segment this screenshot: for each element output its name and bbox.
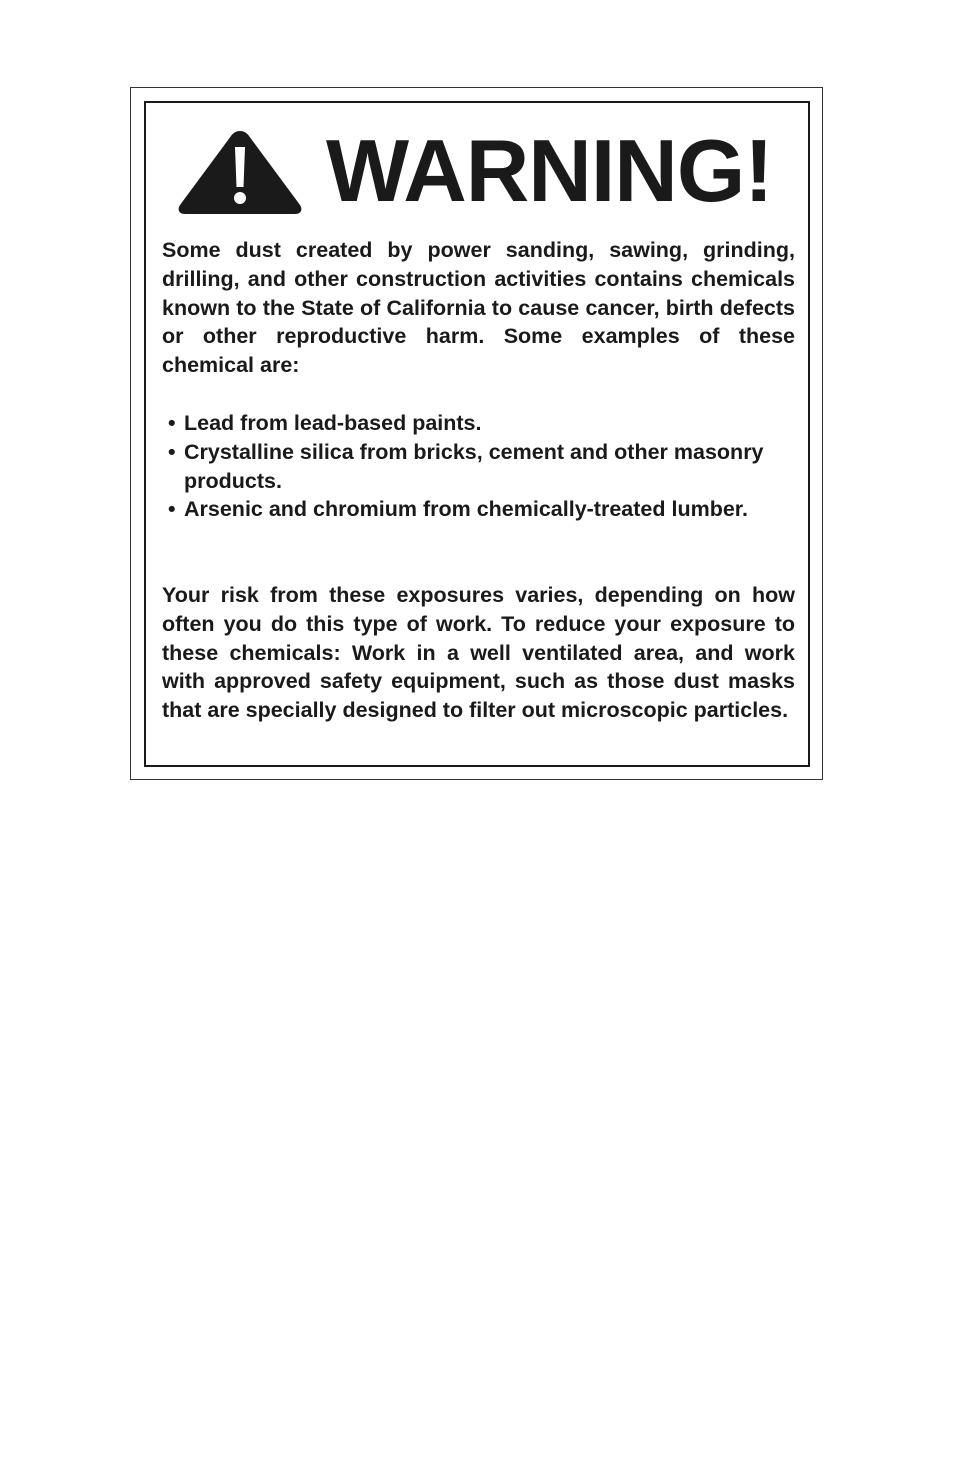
list-item (168, 495, 768, 524)
closing-paragraph: Your risk from these exposures varies, depending on how often you do this type of work. To reduce your exposure to these chemicals: Work in a well ventilated area, and work with approved safety equipment, such as those dust masks that are specially designed to filter out microscopic particles. (162, 583, 795, 723)
list-item-text: Lead from lead-based paints. (184, 411, 482, 435)
warning-header (176, 121, 796, 220)
list-item (168, 409, 768, 438)
list-item (168, 438, 768, 496)
bullet-marker: • (168, 411, 176, 435)
intro-paragraph: Some dust created by power sanding, sawing, grinding, drilling, and other construction activities contains chemicals known to the State of California to cause cancer, birth defects or other reproductive harm. Some examples of these chemical are: (162, 238, 795, 378)
bullet-marker: • (168, 439, 176, 464)
warning-title: WARNING! (326, 121, 773, 220)
warning-sign-inner-border (144, 101, 810, 767)
warning-triangle-icon (176, 127, 304, 215)
list-item-text: Arsenic and chromium from chemically-treated lumber. (184, 497, 748, 522)
chemical-examples-list (168, 409, 768, 524)
bullet-marker: • (168, 497, 176, 522)
list-item-text: Crystalline silica from bricks, cement and other masonry products. (184, 439, 764, 493)
warning-sign-outer-border (130, 87, 823, 780)
